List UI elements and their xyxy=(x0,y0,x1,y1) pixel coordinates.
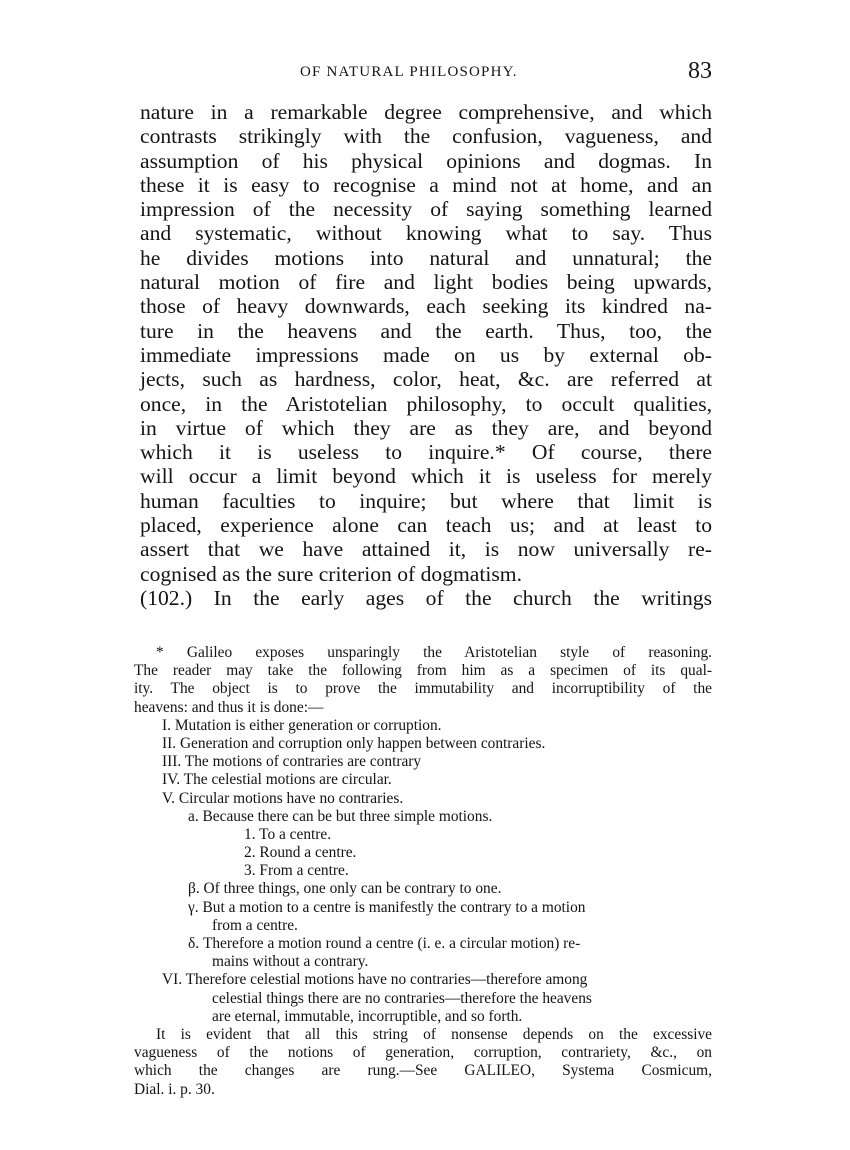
body-line: assumption of his physical opinions and dogmas. In xyxy=(140,148,712,173)
footnote-sub-item: γ. But a motion to a centre is manifestly the contrary to a motion xyxy=(188,898,586,916)
footnote-sub-item: β. Of three things, one only can be contrary to one. xyxy=(188,880,502,898)
footnote-sub-item: a. Because there can be but three simple motions. xyxy=(188,807,493,825)
body-line: nature in a remarkable degree comprehensive, and which xyxy=(140,100,712,124)
footnote-line: heavens: and thus it is done:— xyxy=(134,698,324,716)
page-number: 83 xyxy=(688,58,712,84)
footnote-continuation: mains without a contrary. xyxy=(212,953,369,971)
body-line: which it is useless to inquire.* Of course, there xyxy=(140,440,712,465)
footnote xyxy=(134,644,712,1099)
body-line: immediate impressions made on us by external ob- xyxy=(140,342,712,367)
footnote-list-item: VI. Therefore celestial motions have no contraries—therefore among xyxy=(162,971,588,989)
footnote-sub-item: δ. Therefore a motion round a centre (i. e. a circular motion) re- xyxy=(188,935,581,952)
body-line: natural motion of fire and light bodies being upwards, xyxy=(140,270,712,295)
body-line: cognised as the sure criterion of dogmatism. xyxy=(140,561,522,586)
running-head xyxy=(140,58,712,88)
footnote-list-item: IV. The celestial motions are circular. xyxy=(162,771,392,789)
body-line: and systematic, without knowing what to say. Thus xyxy=(140,221,712,246)
body-line: ture in the heavens and the earth. Thus, too, the xyxy=(140,318,712,343)
body-line: will occur a limit beyond which it is useless for merely xyxy=(140,464,712,489)
body-line: once, in the Aristotelian philosophy, to occult qualities, xyxy=(140,391,712,416)
body-text xyxy=(140,100,712,610)
footnote-line: which the changes are rung.—See GALILEO, Systema Cosmicum, xyxy=(134,1062,712,1080)
body-line: placed, experience alone can teach us; and at least to xyxy=(140,513,712,538)
body-line: jects, such as hardness, color, heat, &c. are referred at xyxy=(140,367,712,392)
footnote-line: It is evident that all this string of nonsense depends on the excessive xyxy=(156,1025,712,1043)
footnote-line: * Galileo exposes unsparingly the Aristotelian style of reasoning. xyxy=(156,644,712,661)
footnote-list-item: II. Generation and corruption only happen between contraries. xyxy=(162,734,546,752)
body-line: he divides motions into natural and unnatural; the xyxy=(140,245,712,270)
footnote-sub-sub-item: 2. Round a centre. xyxy=(244,844,357,862)
body-line: assert that we have attained it, is now universally re- xyxy=(140,537,712,562)
running-head-title: OF NATURAL PHILOSOPHY. xyxy=(300,64,518,80)
footnote-citation: Dial. i. p. 30. xyxy=(134,1080,215,1098)
body-line: those of heavy downwards, each seeking its kindred na- xyxy=(140,294,712,319)
body-line: contrasts strikingly with the confusion, vagueness, and xyxy=(140,124,712,149)
footnote-list-item: III. The motions of contraries are contrary xyxy=(162,753,422,771)
footnote-line: The reader may take the following from him as a specimen of its qual- xyxy=(134,662,712,680)
body-line: impression of the necessity of saying something learned xyxy=(140,197,712,222)
body-line: human faculties to inquire; but where that limit is xyxy=(140,488,712,513)
section-102-start: (102.) In the early ages of the church the writings xyxy=(140,585,712,610)
footnote-sub-sub-item: 1. To a centre. xyxy=(244,825,332,843)
body-line: in virtue of which they are as they are, and beyond xyxy=(140,415,712,440)
footnote-continuation: celestial things there are no contraries—therefore the heavens xyxy=(212,989,592,1007)
footnote-line: vagueness of the notions of generation, corruption, contrariety, &c., on xyxy=(134,1044,712,1062)
footnote-continuation: from a centre. xyxy=(212,916,298,934)
body-line: these it is easy to recognise a mind not at home, and an xyxy=(140,172,712,197)
footnote-list-item: I. Mutation is either generation or corruption. xyxy=(162,716,442,734)
footnote-line: ity. The object is to prove the immutability and incorruptibility of the xyxy=(134,680,712,698)
footnote-continuation: are eternal, immutable, incorruptible, and so forth. xyxy=(212,1007,523,1025)
footnote-sub-sub-item: 3. From a centre. xyxy=(244,862,349,880)
footnote-list-item: V. Circular motions have no contraries. xyxy=(162,789,404,807)
